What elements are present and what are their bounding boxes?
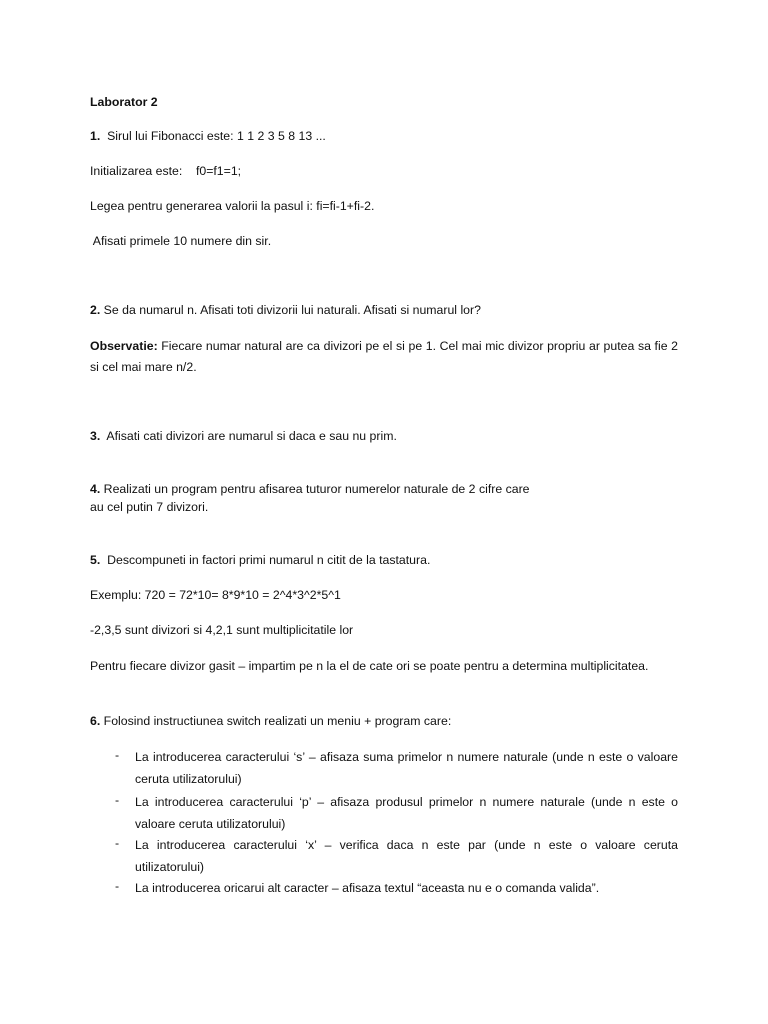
exercise-4-number: 4. [90,482,101,496]
list-item-1-dash: - [115,748,120,762]
exercise-1-law: Legea pentru generarea valorii la pasul i: fi=fi-1+fi-2. [90,199,375,213]
list-item-4: La introducerea oricarui alt caracter – afisaza textul “aceasta nu e o comanda valida”. [135,881,600,895]
exercise-5-text: Descompuneti in factori primi numarul n citit de la tastatura. [100,553,431,567]
list-item-4-dash: - [115,879,120,893]
observation-label: Observatie: [90,339,158,353]
exercise-6-number: 6. [90,714,101,728]
exercise-4-line-2: au cel putin 7 divizori. [90,500,209,514]
exercise-1-initialization: Initializarea este: f0=f1=1; [90,164,242,178]
list-item-3: La introducerea caracterului ‘x’ – verifica daca n este par (unde n este o valoare ceruta utilizatorului) [135,838,678,874]
exercise-1-number: 1. [90,129,101,143]
exercise-6-text: Folosind instructiunea switch realizati un meniu + program care: [100,714,452,728]
exercise-5-number: 5. [90,553,101,567]
exercise-2-number: 2. [90,303,101,317]
list-item-3-dash: - [115,836,120,850]
exercise-5-example: Exemplu: 720 = 72*10= 8*9*10 = 2^4*3^2*5^1 [90,588,341,602]
exercise-3-number: 3. [90,429,101,443]
observation-text: Fiecare numar natural are ca divizori pe el si pe 1. Cel mai mic divizor propriu ar putea sa fie 2 si cel mai mare n/2. [90,339,678,374]
list-item-1: La introducerea caracterului ‘s’ – afisaza suma primelor n numere naturale (unde n este o valoare ceruta utilizatorului) [135,750,678,786]
exercise-3-line [90,429,397,443]
exercise-5-line [90,553,430,567]
exercise-1-task: Afisati primele 10 numere din sir. [90,234,272,248]
exercise-6-line [90,714,451,728]
list-item-2-dash: - [115,793,120,807]
exercise-2-text: Se da numarul n. Afisati toti divizorii lui naturali. Afisati si numarul lor? [100,303,481,317]
exercise-2-observation [90,336,678,378]
exercise-5-paragraph: Pentru fiecare divizor gasit – impartim pe n la el de cate ori se poate pentru a determina multiplicitatea. [90,659,649,673]
exercise-3-text: Afisati cati divizori are numarul si daca e sau nu prim. [100,429,397,443]
exercise-1-line-1 [90,129,326,143]
exercise-4-text: Realizati un program pentru afisarea tuturor numerelor naturale de 2 cifre care [100,482,530,496]
list-item-2: La introducerea caracterului ‘p’ – afisaza produsul primelor n numere naturale (unde n este o valoare ceruta utilizatorului) [135,795,678,831]
exercise-5-note: -2,3,5 sunt divizori si 4,2,1 sunt multiplicitatile lor [90,623,354,637]
exercise-4-line-1 [90,482,530,496]
page-title: Laborator 2 [90,95,158,109]
exercise-2-line [90,303,481,317]
exercise-1-text: Sirul lui Fibonacci este: 1 1 2 3 5 8 13 ... [107,129,326,143]
